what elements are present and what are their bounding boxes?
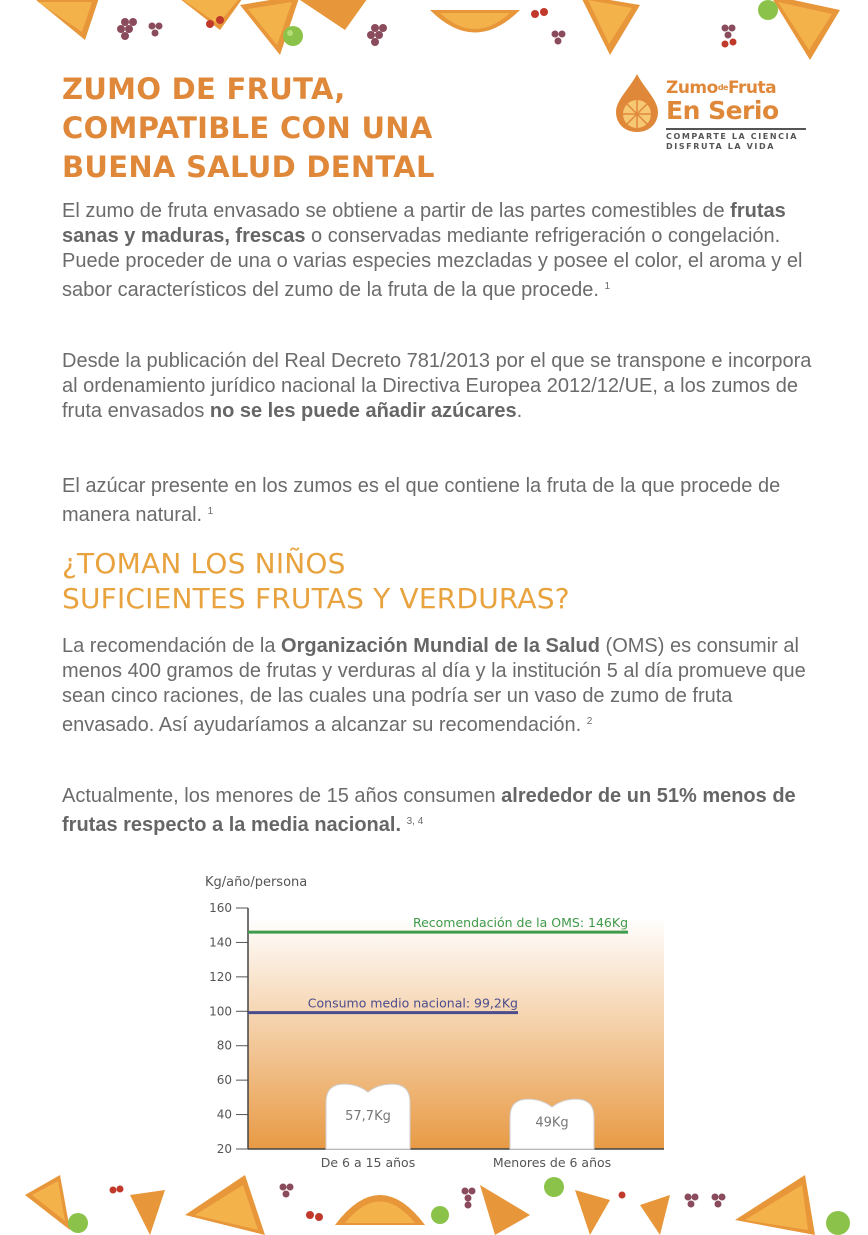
grapes-icon	[712, 1194, 726, 1208]
reference-line-label: Recomendación de la OMS: 146Kg	[412, 915, 628, 931]
intro-paragraph-2: Desde la publicación del Real Decreto 781/2013 por el que se transpone e incorpora al ordenamiento jurídico nacional la Directiva Europea 2012/12/UE, a los zumos de fruta envasados no se les puede añadir azúcares.	[62, 350, 812, 422]
apple-icon	[283, 26, 303, 46]
orange-slice-icon	[300, 0, 370, 30]
x-category-label: Menores de 6 años	[492, 1155, 612, 1170]
y-tick-label: 160	[209, 901, 232, 915]
cherry-icon	[619, 1192, 626, 1199]
orange-slice-icon	[735, 1175, 815, 1235]
orange-slice-icon	[580, 0, 640, 55]
grapes-icon	[552, 31, 566, 45]
apple-icon	[68, 1213, 88, 1233]
orange-slice-icon	[185, 1175, 265, 1235]
cherry-icon	[531, 8, 548, 18]
orange-slice-icon	[25, 1175, 70, 1230]
y-tick-label: 60	[216, 1073, 232, 1088]
reference-line-label: Consumo medio nacional: 99,2Kg	[307, 995, 518, 1011]
orange-slice-icon	[335, 1195, 425, 1225]
brand-logo	[610, 72, 810, 162]
grapes-icon	[462, 1188, 476, 1209]
juice-drop-icon	[610, 72, 664, 134]
fruit-pattern-top	[0, 0, 868, 60]
grapes-icon	[685, 1194, 699, 1208]
orange-slice-icon	[430, 10, 520, 33]
y-axis-label: Kg/año/persona	[205, 875, 308, 890]
section-heading	[62, 546, 570, 616]
section-heading-line-2: SUFICIENTES FRUTAS Y VERDURAS?	[62, 582, 570, 615]
title-line-3: BUENA SALUD DENTAL	[62, 150, 435, 184]
grapes-icon	[280, 1184, 294, 1198]
orange-slice-icon	[770, 0, 840, 60]
logo-line-2: En Serio	[666, 96, 779, 125]
y-tick-label: 140	[209, 935, 232, 950]
orange-slice-icon	[480, 1185, 530, 1235]
fruit-pattern-bottom	[0, 1175, 868, 1235]
section-heading-line-1: ¿TOMAN LOS NIÑOS	[62, 547, 346, 580]
y-tick-label: 20	[216, 1142, 232, 1156]
apple-icon	[758, 0, 778, 20]
section-paragraph-1: La recomendación de la Organización Mundial de la Salud (OMS) es consumir al menos 400 gramos de frutas y verduras al día y la institución 5 al día promueve que sean cinco raciones, de las cuales una podría ser un vaso de zumo de fruta envasado. Así ayudaríamos a alcanzar su recomendación. $^2$	[62, 635, 806, 736]
x-category-label: De 6 a 15 años	[320, 1155, 416, 1170]
grapes-icon	[722, 25, 736, 39]
logo-tagline-1: COMPARTE LA CIENCIA	[666, 132, 798, 141]
title-line-2: COMPATIBLE CON UNA	[62, 111, 433, 145]
page-title	[62, 70, 582, 187]
orange-slice-icon	[640, 1195, 670, 1235]
cherry-icon	[722, 39, 737, 48]
section-paragraph-2: Actualmente, los menores de 15 años consumen alrededor de un 51% menos de frutas respecto a la media nacional. $^{3, 4}$	[62, 785, 796, 836]
chart-canvas	[180, 868, 680, 1178]
bar-value-label: 57,7Kg	[345, 1108, 391, 1124]
logo-divider	[666, 128, 806, 130]
apple-icon	[826, 1211, 850, 1235]
consumption-chart	[180, 868, 680, 1178]
apple-icon	[431, 1206, 449, 1224]
fruit-border-top	[0, 0, 868, 60]
orange-slice-icon	[30, 0, 100, 40]
grapes-icon	[367, 24, 387, 46]
apple-icon	[544, 1177, 564, 1197]
intro-paragraph-3: El azúcar presente en los zumos es el que contiene la fruta de la que procede de manera natural. $^1$	[62, 475, 781, 526]
cherry-icon	[110, 1186, 124, 1194]
y-tick-label: 120	[209, 969, 232, 984]
grapes-icon	[149, 23, 163, 37]
plot-background	[248, 918, 664, 1149]
y-tick-label: 80	[216, 1038, 232, 1053]
fruit-border-bottom	[0, 1175, 868, 1235]
bar-value-label: 49Kg	[535, 1115, 569, 1131]
y-tick-label: 100	[209, 1004, 232, 1019]
orange-slice-icon	[575, 1190, 610, 1235]
logo-line-1: ZumodeFruta	[666, 78, 777, 98]
logo-tagline-2: DISFRUTA LA VIDA	[666, 142, 775, 151]
title-line-1: ZUMO DE FRUTA,	[62, 72, 346, 106]
intro-paragraph-1: El zumo de fruta envasado se obtiene a partir de las partes comestibles de frutas sanas y maduras, frescas o conservadas mediante refrigeración o congelación. Puede proceder de una o varias especies mezcladas y posee el color, el aroma y el sabor característicos del zumo de la fruta de la que procede. $^1$	[62, 200, 803, 301]
orange-slice-icon	[130, 1190, 165, 1235]
cherry-icon	[306, 1211, 323, 1221]
y-tick-label: 40	[216, 1107, 232, 1122]
grapes-icon	[117, 18, 137, 40]
